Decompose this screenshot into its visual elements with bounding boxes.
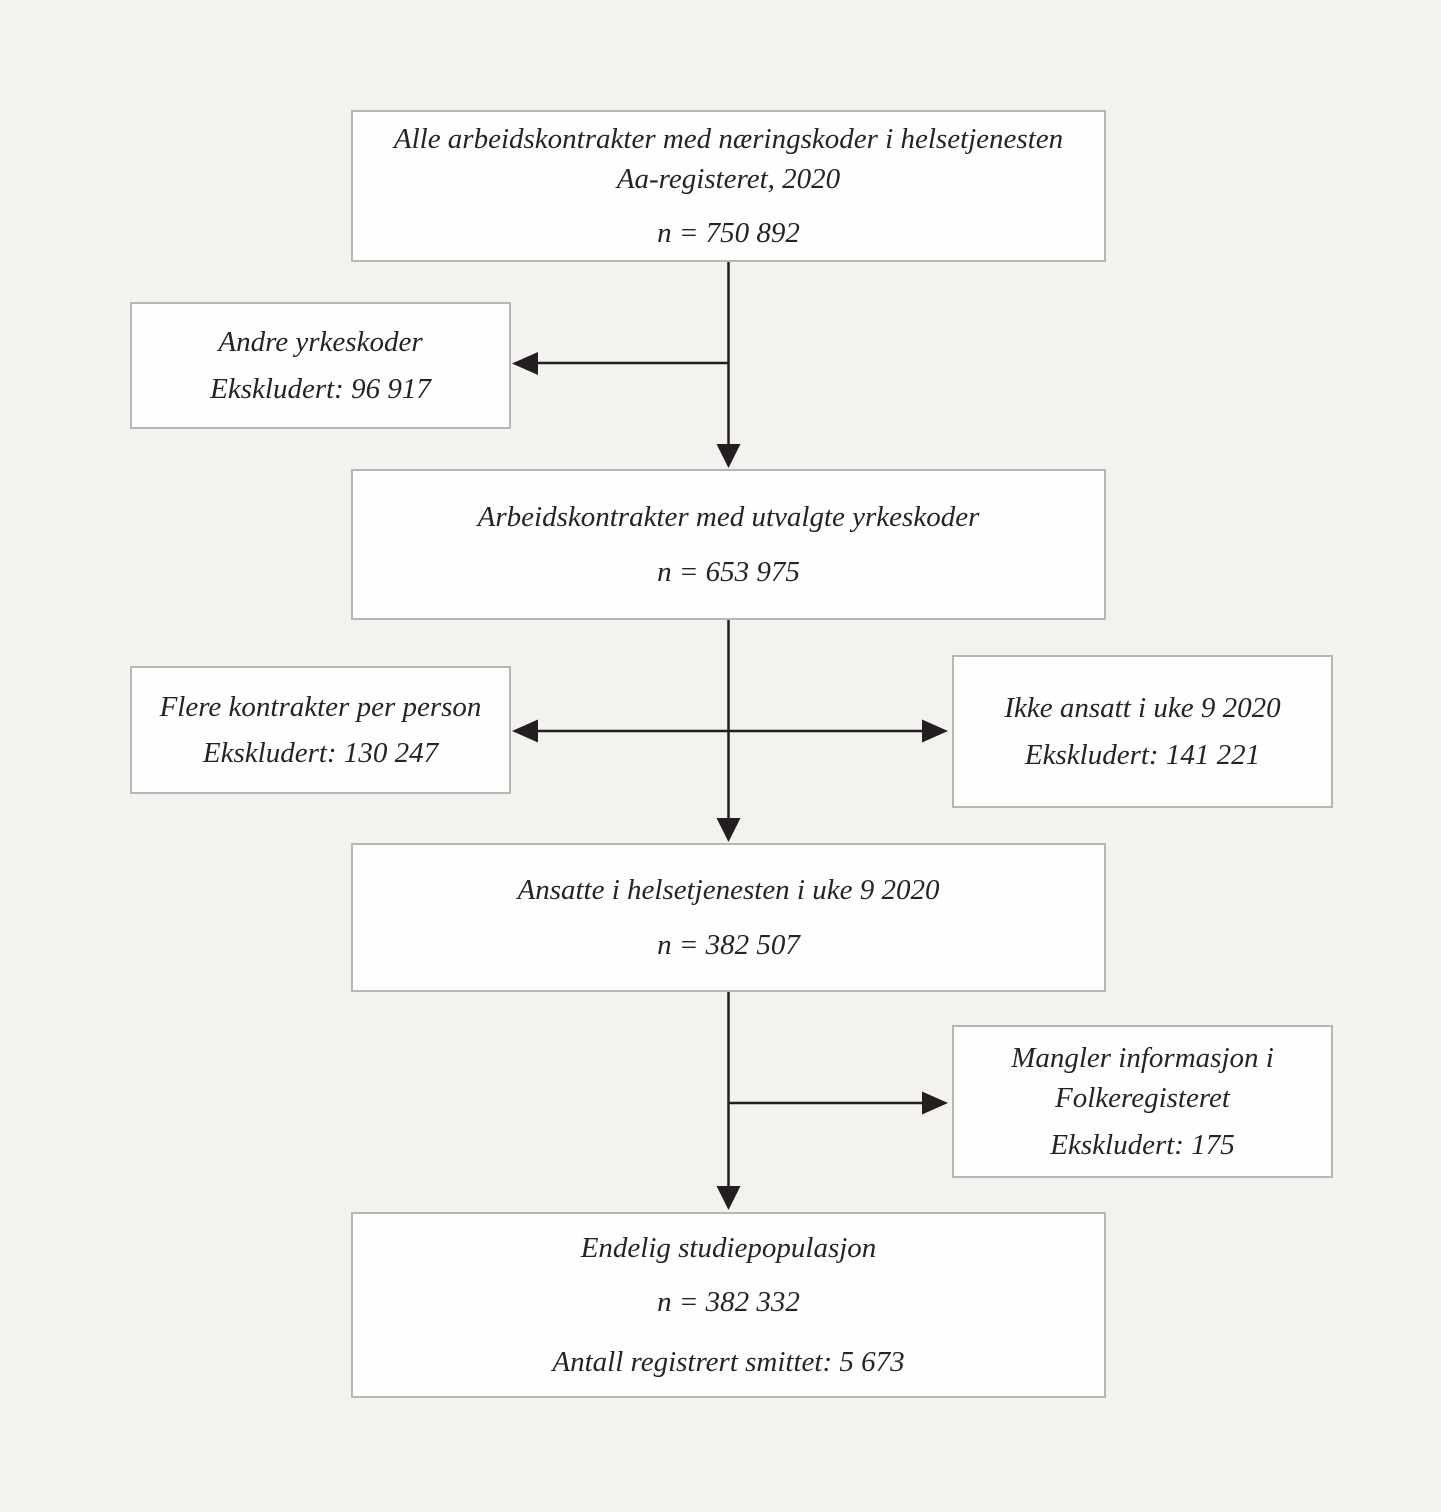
box-exclusion2-not-employed-week9 [952,655,1333,808]
arrow-left-into-exclusion1-icon [512,352,538,375]
exclusion2-right-excluded-count: Ekskludert: 141 221 [1024,738,1261,771]
step3-n-value: n = 382 507 [657,928,800,961]
exclusion2-left-excluded-count: Ekskludert: 130 247 [202,737,439,769]
exclusion3-title [1011,1038,1274,1118]
arrow-down-into-step2-icon [717,444,741,468]
exclusion3-excluded-count: Ekskludert: 175 [1050,1128,1235,1161]
box-step2-selected-occupation-codes [351,469,1106,620]
exclusion3-title-line2: Folkeregisteret [1054,1082,1230,1115]
exclusion2-left-title [160,687,482,727]
box-final-study-population [351,1212,1106,1398]
step1-title [394,119,1063,199]
exclusion1-title-line1: Andre yrkeskoder [218,326,423,359]
box-exclusion1-other-occupation-codes [130,302,511,429]
arrow-left-into-exclusion2-left-icon [512,720,538,743]
step2-title-line1: Arbeidskontrakter med utvalgte yrkeskoder [477,501,980,534]
box-step3-employed-week9 [351,843,1106,992]
exclusion3-title-line1: Mangler informasjon i [1011,1042,1274,1075]
exclusion2-right-title-line1: Ikke ansatt i uke 9 2020 [1004,692,1281,725]
arrow-down-into-step3-icon [717,818,741,842]
exclusion1-excluded-count: Ekskludert: 96 917 [210,372,431,405]
arrow-right-into-exclusion3-icon [922,1092,948,1115]
arrow-right-into-exclusion2-right-icon [922,720,948,743]
step3-title-line1: Ansatte i helsetjenesten i uke 9 2020 [517,874,940,907]
step2-title [478,497,980,537]
box-step1-all-contracts [351,110,1106,262]
final-n-value: n = 382 332 [657,1285,800,1318]
step1-n-value: n = 750 892 [657,217,800,249]
step1-title-line2: Aa-registeret, 2020 [616,162,841,195]
step2-n-value: n = 653 975 [657,555,800,588]
final-title-line1: Endelig studiepopulasjon [580,1231,877,1264]
final-infected-count: Antall registrert smittet: 5 673 [552,1346,905,1378]
box-exclusion3-missing-registry-info [952,1025,1333,1178]
final-title [581,1228,877,1268]
exclusion2-right-title [1004,688,1280,728]
exclusion1-title [218,322,422,362]
exclusion2-left-title-line1: Flere kontrakter per person [159,690,482,723]
box-exclusion2-multiple-contracts [130,666,511,794]
arrow-down-into-final-icon [717,1186,741,1210]
step1-title-line1: Alle arbeidskontrakter med næringskoder i helsetjenesten [393,122,1064,155]
step3-title [517,870,939,910]
